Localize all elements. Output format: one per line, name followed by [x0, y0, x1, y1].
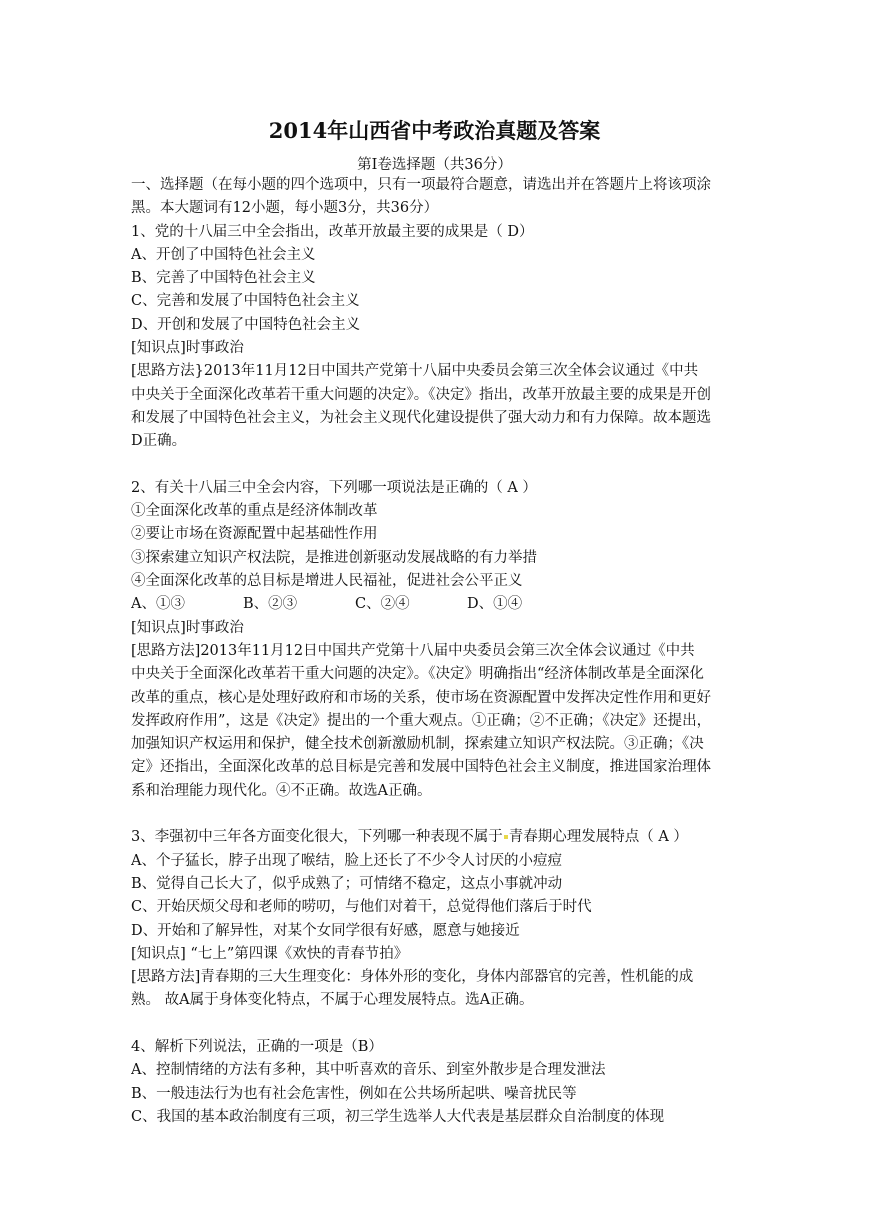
highlight-marker [504, 835, 508, 839]
q2-item: ④全面深化改革的总目标是增进人民福祉，促进社会公平正义 [131, 573, 523, 590]
q2-item: ①全面深化改革的重点是经济体制改革 [131, 503, 378, 520]
q2-method-line: 中央关于全面深化改革若干重大问题的决定》。《决定》明确指出“经济体制改革是全面深化 [131, 666, 704, 683]
q1-method-line: 和发展了中国特色社会主义，为社会主义现代化建设提供了强大动力和有力保障。故本题选 [131, 409, 711, 426]
q2-item: ②要让市场在资源配置中起基础性作用 [131, 526, 378, 543]
question-1-stem: 1、党的十八届三中全会指出，改革开放最主要的成果是（ D） [131, 223, 534, 240]
q3-stem-part: 3、李强初中三年各方面变化很大，下列哪一种表现不属于 [131, 829, 503, 846]
document-body [131, 174, 741, 1129]
q1-knowledge-point: [知识点]时事政治 [131, 340, 244, 357]
spacer [131, 1013, 741, 1036]
q2-method-line: 系和治理能力现代化。④不正确。故选A正确。 [131, 782, 432, 799]
q1-option-a: A、开创了中国特色社会主义 [131, 246, 316, 263]
q4-option-c: C、我国的基本政治制度有三项，初三学生选举人大代表是基层群众自治制度的体现 [131, 1108, 665, 1125]
q3-method-line: [思路方法]青春期的三大生理变化：身体外形的变化，身体内部器官的完善，性机能的成 [131, 969, 694, 986]
q3-stem-part: 青春期心理发展特点（ A ） [508, 829, 688, 846]
q2-method-line: [思路方法]2013年11月12日中国共产党第十八届中央委员会第三次全体会议通过《中共 [131, 642, 695, 659]
q3-option-d: D、开始和了解异性，对某个女同学很有好感，愿意与她接近 [131, 922, 520, 939]
q3-option-b: B、觉得自己长大了，似乎成熟了；可情绪不稳定，这点小事就冲动 [131, 875, 563, 892]
q4-option-b: B、一般违法行为也有社会危害性，例如在公共场所起哄、噪音扰民等 [131, 1085, 577, 1102]
q3-option-c: C、开始厌烦父母和老师的唠叨，与他们对着干，总觉得他们落后于时代 [131, 899, 592, 916]
q1-option-c: C、完善和发展了中国特色社会主义 [131, 293, 360, 310]
q2-knowledge-point: [知识点]时事政治 [131, 619, 244, 636]
q2-method-line: 定》还指出，全面深化改革的总目标是完善和发展中国特色社会主义制度，推进国家治理体 [131, 759, 711, 776]
spacer [131, 454, 741, 477]
q3-method-line: 熟。 故A属于身体变化特点，不属于心理发展特点。选A正确。 [131, 992, 534, 1009]
q2-options-row [131, 593, 741, 616]
page-title: 2014年山西省中考政治真题及答案 [268, 118, 601, 143]
q2-item: ③探索建立知识产权法院，是推进创新驱动发展战略的有力举措 [131, 549, 537, 566]
q1-method-line: [思路方法}2013年11月12日中国共产党第十八届中央委员会第三次全体会议通过《中共 [131, 363, 699, 380]
question-3-stem [131, 826, 741, 849]
question-4-stem: 4、解析下列说法，正确的一项是（B） [131, 1038, 383, 1055]
section-subtitle: 第Ⅰ卷选择题（共36分） [357, 157, 512, 173]
q4-option-a: A、控制情绪的方法有多种，其中听喜欢的音乐、到室外散步是合理发泄法 [131, 1062, 606, 1079]
question-2-stem: 2、有关十八届三中全会内容，下列哪一项说法是正确的（ A ） [131, 479, 537, 496]
q3-option-a: A、个子猛长，脖子出现了喉结，脸上还长了不少令人讨厌的小痘痘 [131, 852, 562, 869]
q1-method-line: 中央关于全面深化改革若干重大问题的决定》。《决定》指出，改革开放最主要的成果是开创 [131, 386, 711, 403]
q2-method-line: 改革的重点，核心是处理好政府和市场的关系，使市场在资源配置中发挥决定性作用和更好 [131, 689, 711, 706]
q2-option-b: B、②③ [243, 596, 298, 613]
intro-line: 一、选择题（在每小题的四个选项中，只有一项最符合题意，请选出并在答题片上将该项涂 [131, 177, 711, 193]
q3-knowledge-point: [知识点] “七上”第四课《欢快的青春节拍》 [131, 945, 409, 962]
q2-option-c: C、②④ [355, 596, 410, 613]
q1-method-line: D正确。 [131, 433, 187, 450]
spacer [131, 803, 741, 826]
q2-method-line: 发挥政府作用”，这是《决定》提出的一个重大观点。①正确；②不正确；《决定》还提出， [131, 712, 712, 729]
q1-option-d: D、开创和发展了中国特色社会主义 [131, 316, 361, 333]
q2-option-d: D、①④ [467, 596, 523, 613]
q1-option-b: B、完善了中国特色社会主义 [131, 270, 316, 287]
q2-option-a: A、①③ [131, 596, 185, 613]
q2-method-line: 加强知识产权运用和保护，健全技术创新激励机制，探索建立知识产权法院。③正确；《决 [131, 736, 704, 753]
intro-line: 黑。本大题词有12小题，每小题3分，共36分） [131, 200, 439, 217]
